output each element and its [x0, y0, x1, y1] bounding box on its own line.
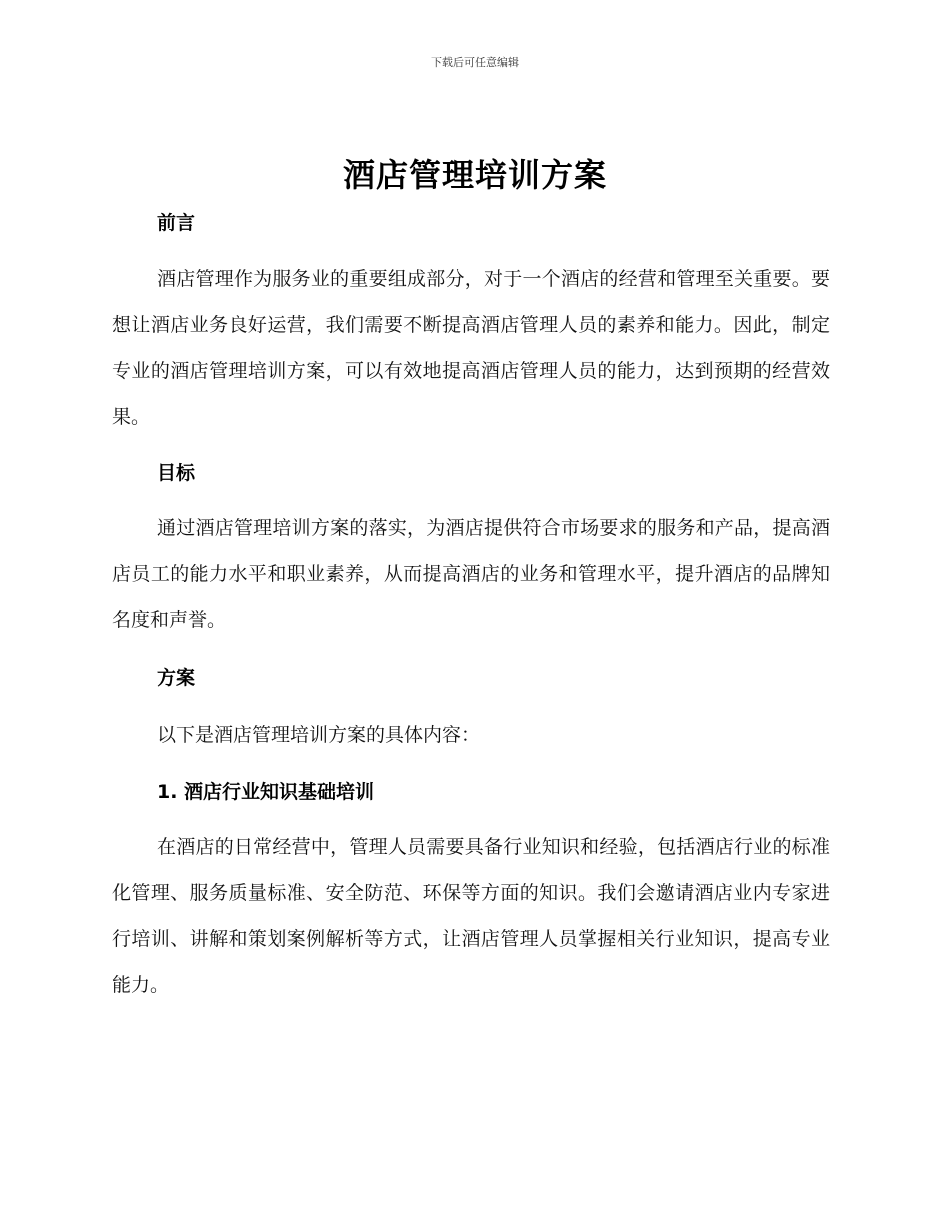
plan-intro: 以下是酒店管理培训方案的具体内容：	[157, 724, 481, 746]
paragraph-preface: 酒店管理作为服务业的重要组成部分，对于一个酒店的经营和管理至关重要。要想让酒店业务良好运营，我们需要不断提高酒店管理人员的素养和能力。因此，制定专业的酒店管理培训方案，可以有效地提高酒店管理人员的能力，达到预期的经营效果。	[112, 268, 830, 428]
section-heading-plan: 方案	[157, 667, 196, 689]
paragraph-goal: 通过酒店管理培训方案的落实，为酒店提供符合市场要求的服务和产品，提高酒店员工的能力水平和职业素养，从而提高酒店的业务和管理水平，提升酒店的品牌知名度和声誉。	[112, 517, 830, 631]
plan-item-1-paragraph: 在酒店的日常经营中，管理人员需要具备行业知识和经验，包括酒店行业的标准化管理、服务质量标准、安全防范、环保等方面的知识。我们会邀请酒店业内专家进行培训、讲解和策划案例解析等方式，让酒店管理人员掌握相关行业知识，提高专业能力。	[112, 836, 830, 996]
plan-item-1-heading: 1. 酒店行业知识基础培训	[157, 781, 375, 803]
header-note: 下载后可任意编辑	[431, 56, 519, 69]
section-heading-preface: 前言	[157, 212, 196, 234]
section-heading-goal: 目标	[157, 462, 196, 484]
document-title: 酒店管理培训方案	[342, 156, 607, 194]
